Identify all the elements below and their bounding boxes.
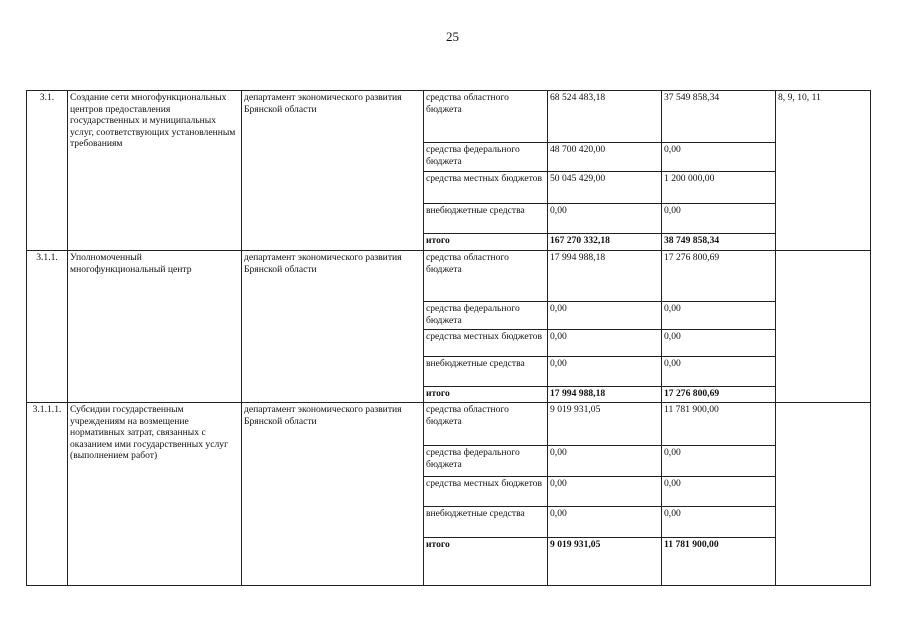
- amount-1: 0,00: [548, 330, 662, 357]
- amount-1: 0,00: [548, 357, 662, 387]
- amount-2: 37 549 858,34: [662, 91, 776, 143]
- amount-2: 0,00: [662, 477, 776, 507]
- total-amount-2: 11 781 900,00: [662, 538, 776, 586]
- amount-2: 0,00: [662, 446, 776, 477]
- indicator-numbers: [776, 251, 871, 403]
- amount-1: 0,00: [548, 446, 662, 477]
- funding-source: средства областного бюджета: [424, 403, 548, 446]
- item-number: 3.1.: [27, 91, 68, 251]
- funding-source: внебюджетные средства: [424, 507, 548, 538]
- funding-source: внебюджетные средства: [424, 357, 548, 387]
- amount-2: 0,00: [662, 204, 776, 234]
- funding-source: средства областного бюджета: [424, 251, 548, 302]
- funding-source: средства федерального бюджета: [424, 446, 548, 477]
- amount-2: 17 276 800,69: [662, 251, 776, 302]
- total-amount-1: 167 270 332,18: [548, 234, 662, 251]
- page-number: 25: [446, 29, 459, 44]
- amount-2: 1 200 000,00: [662, 172, 776, 204]
- funding-source: средства областного бюджета: [424, 91, 548, 143]
- amount-1: 0,00: [548, 302, 662, 330]
- item-number: 3.1.1.: [27, 251, 68, 403]
- amount-1: 0,00: [548, 204, 662, 234]
- amount-2: 0,00: [662, 357, 776, 387]
- total-label: итого: [424, 538, 548, 586]
- total-amount-1: 9 019 931,05: [548, 538, 662, 586]
- indicator-numbers: [776, 403, 871, 586]
- amount-1: 17 994 988,18: [548, 251, 662, 302]
- item-name: Создание сети многофункциональных центров предоставления государственных и муниципальных услуг, соответствующих установленным требованиям: [68, 91, 242, 251]
- table-row: [27, 403, 871, 446]
- item-name: Уполномоченный многофункциональный центр: [68, 251, 242, 403]
- total-amount-1: 17 994 988,18: [548, 387, 662, 403]
- funding-source: средства местных бюджетов: [424, 172, 548, 204]
- amount-1: 9 019 931,05: [548, 403, 662, 446]
- item-executor: департамент экономического развития Брянской области: [242, 251, 424, 403]
- amount-2: 0,00: [662, 143, 776, 172]
- amount-2: 0,00: [662, 330, 776, 357]
- amount-2: 0,00: [662, 302, 776, 330]
- amount-2: 0,00: [662, 507, 776, 538]
- item-executor: департамент экономического развития Брянской области: [242, 91, 424, 251]
- funding-source: внебюджетные средства: [424, 204, 548, 234]
- amount-1: 50 045 429,00: [548, 172, 662, 204]
- table-row: [27, 251, 871, 302]
- funding-source: средства федерального бюджета: [424, 143, 548, 172]
- total-amount-2: 38 749 858,34: [662, 234, 776, 251]
- item-number: 3.1.1.1.: [27, 403, 68, 586]
- item-name: Субсидии государственным учреждениям на возмещение нормативных затрат, связанных с оказанием ими государственных услуг (выполнением работ): [68, 403, 242, 586]
- total-label: итого: [424, 387, 548, 403]
- indicator-numbers: 8, 9, 10, 11: [776, 91, 871, 251]
- budget-table: [26, 90, 871, 586]
- total-amount-2: 17 276 800,69: [662, 387, 776, 403]
- funding-source: средства местных бюджетов: [424, 330, 548, 357]
- amount-1: 68 524 483,18: [548, 91, 662, 143]
- amount-1: 48 700 420,00: [548, 143, 662, 172]
- amount-1: 0,00: [548, 477, 662, 507]
- funding-source: средства федерального бюджета: [424, 302, 548, 330]
- item-executor: департамент экономического развития Брянской области: [242, 403, 424, 586]
- total-label: итого: [424, 234, 548, 251]
- amount-2: 11 781 900,00: [662, 403, 776, 446]
- funding-source: средства местных бюджетов: [424, 477, 548, 507]
- amount-1: 0,00: [548, 507, 662, 538]
- table-row: [27, 91, 871, 143]
